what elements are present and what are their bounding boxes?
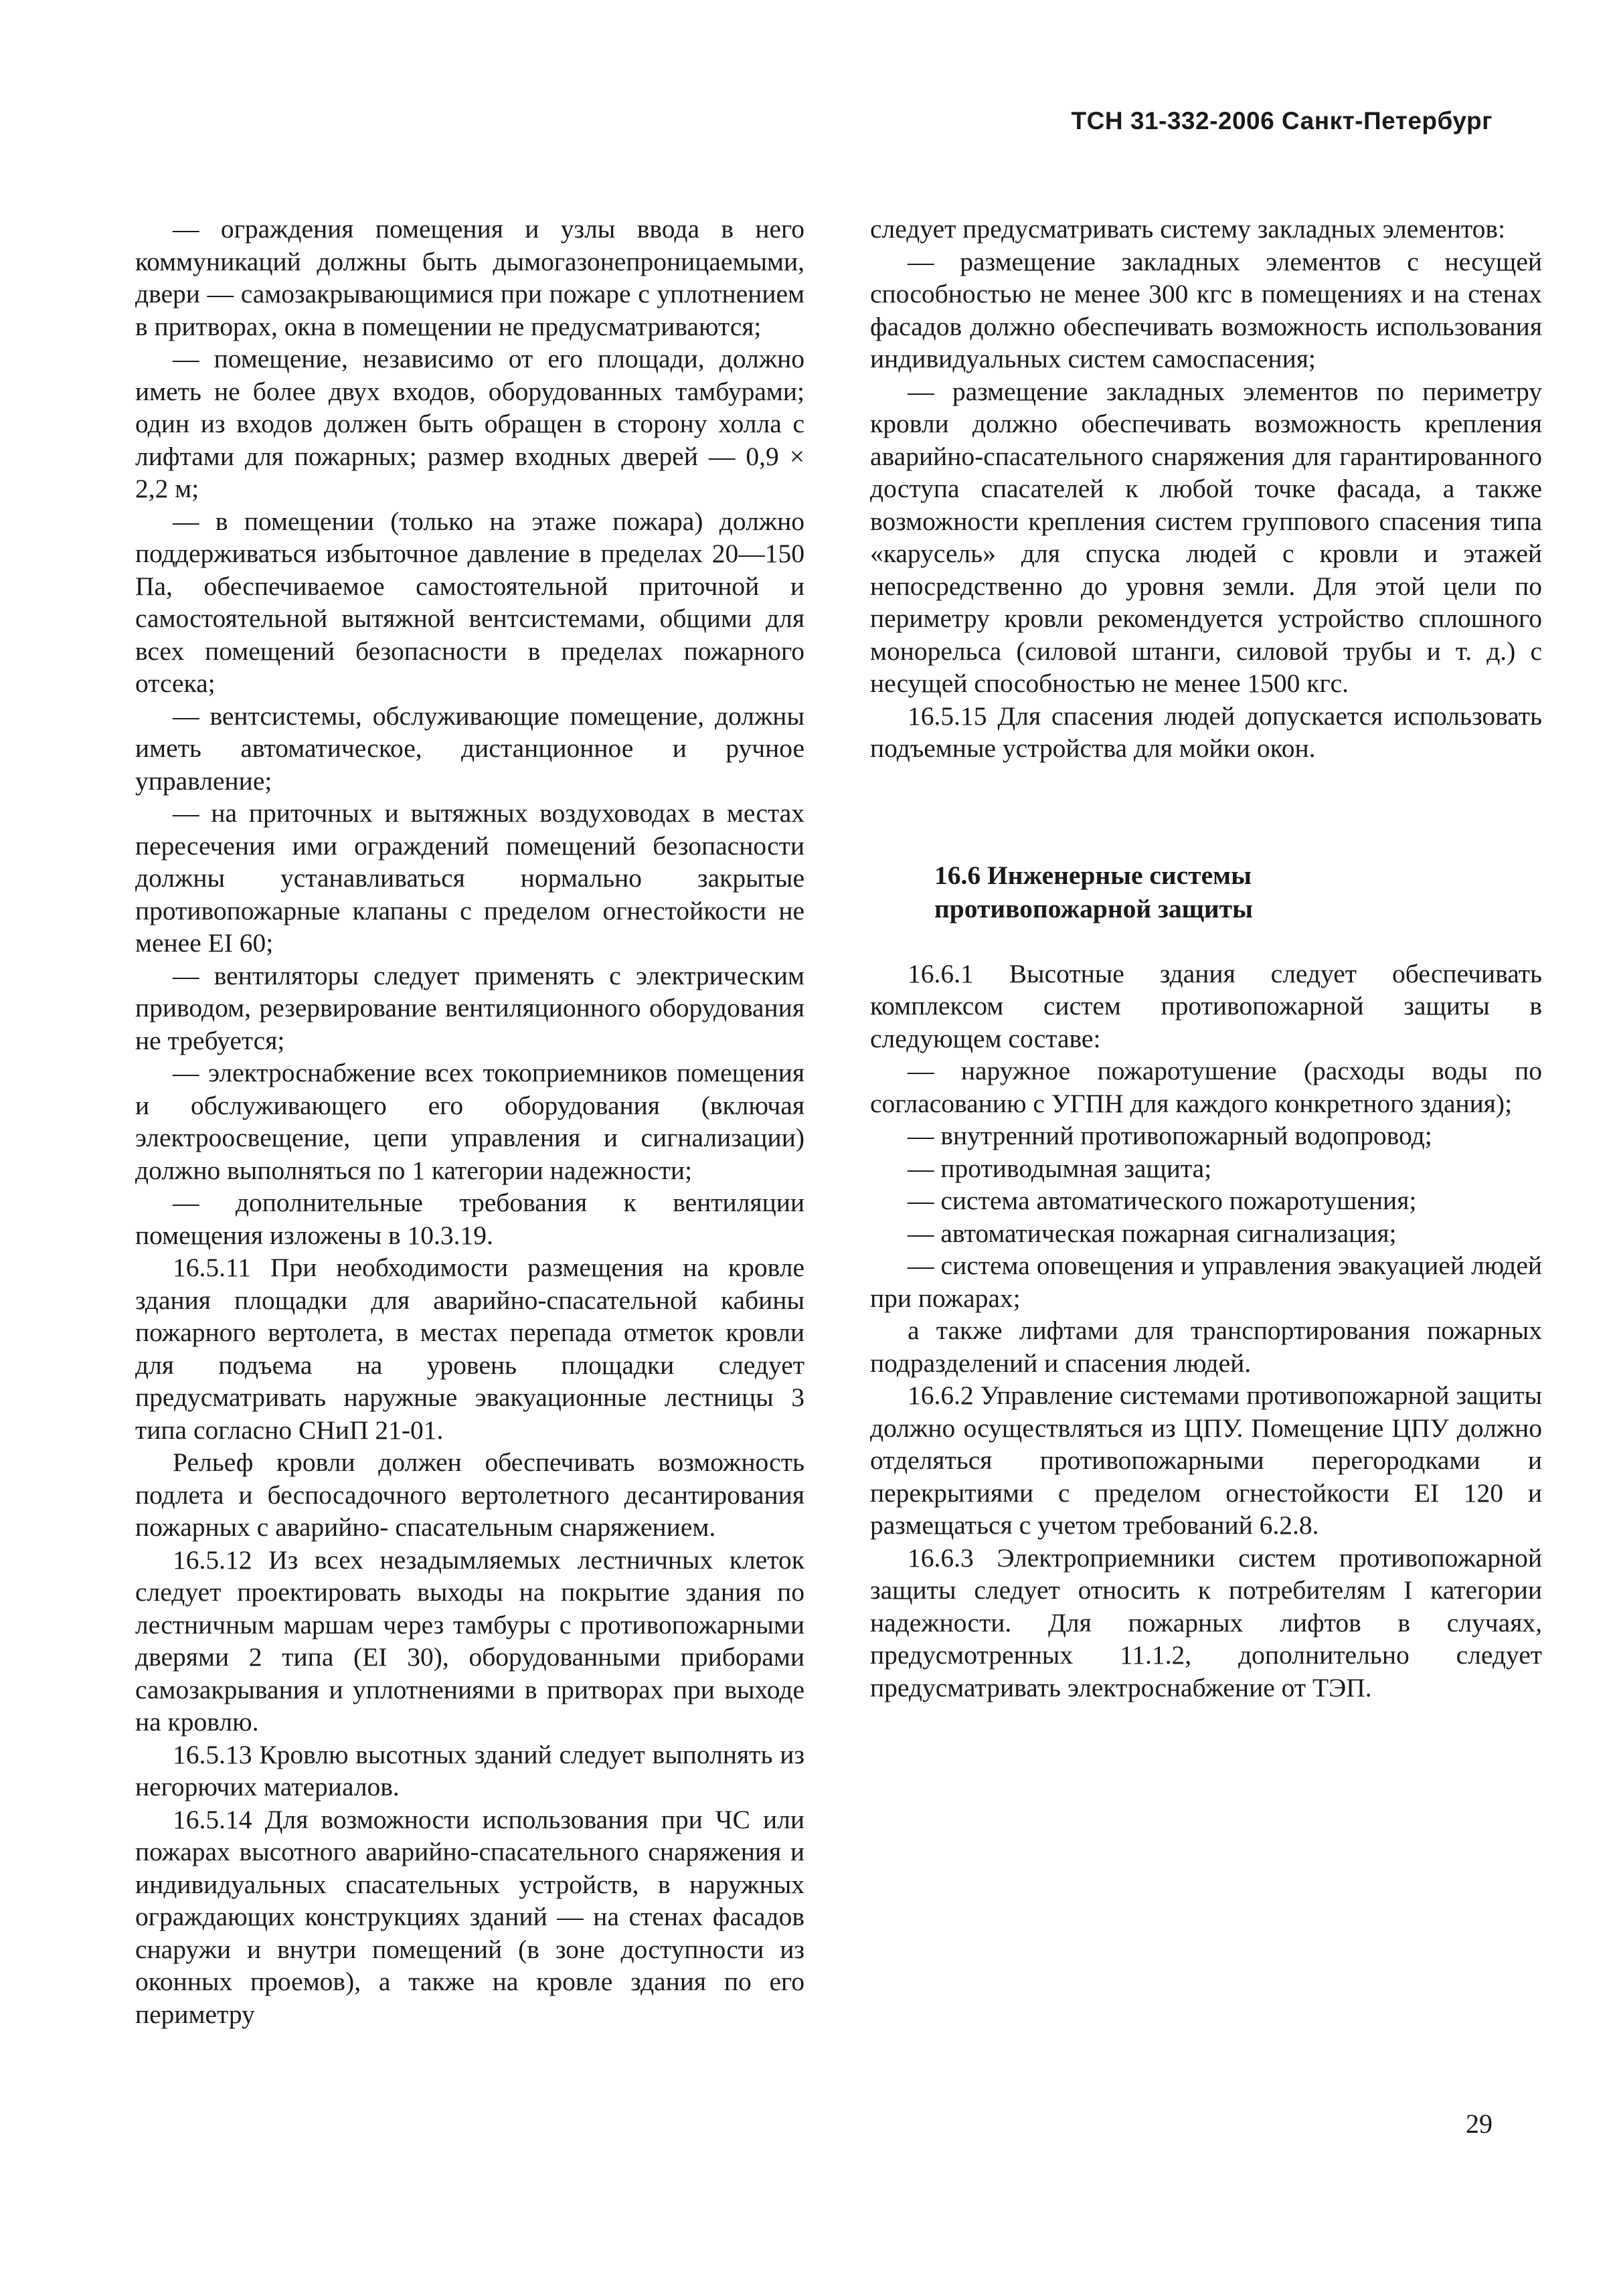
document-header: ТСН 31-332-2006 Санкт-Петербург [1071,107,1493,135]
paragraph: — ограждения помещения и узлы ввода в него коммуникаций должны быть дымогазонепроницаемыми, двери — самозакрывающимися при пожаре с уплотнением в притворах, окна в помещении не предусматриваются; [135,214,804,341]
paragraph-16-5-14: 16.5.14 Для возможности использования при ЧС или пожарах высотного аварийно-спасательного снаряжения и индивидуальных спасательных устройств, в наружных ограждающих конструкциях зданий — на стенах фасадов снаружи и внутри помещений (в зоне доступности из оконных проемов), а также на кровле здания по его периметру [135,1804,804,2029]
right-column [870,213,1542,1704]
section-heading-line: противопожарной защиты [934,893,1253,923]
paragraph: — внутренний противопожарный водопровод; [908,1121,1432,1150]
page-number: 29 [1466,2109,1493,2139]
paragraph: — система автоматического пожаротушения; [908,1186,1417,1215]
paragraph-16-5-13: 16.5.13 Кровлю высотных зданий следует выполнять из негорючих материалов. [135,1739,804,1801]
paragraph: — наружное пожаротушение (расходы воды по согласованию с УГПН для каждого конкретного здания); [870,1056,1542,1118]
continuation-paragraph: следует предусматривать систему закладных элементов: [870,214,1506,244]
paragraph: — размещение закладных элементов по периметру кровли должно обеспечивать возможность крепления аварийно-спасательного снаряжения для гарантированного доступа спасателей к любой точке фасада, а также возможности крепления систем группового спасения типа «карусель» для спуска людей с кровли и этажей непосредственно до уровня земли. Для этой цели по периметру кровли рекомендуется устройство сплошного монорельса (силовой штанги, силовой трубы и т. д.) с несущей способностью не менее 1500 кгс. [870,376,1542,698]
paragraph-16-6-2: 16.6.2 Управление системами противопожарной защиты должно осуществляться из ЦПУ. Помещение ЦПУ должно отделяться противопожарными перегородками и перекрытиями с пределом огнестойкости EI 120 и размещаться с учетом требований 6.2.8. [870,1381,1542,1540]
paragraph: — электроснабжение всех токоприемников помещения и обслуживающего его оборудования (включая электроосвещение, цепи управления и сигнализации) должно выполняться по 1 категории надежности; [135,1058,804,1185]
paragraph: — вентсистемы, обслуживающие помещение, должны иметь автоматическое, дистанционное и ручное управление; [135,701,804,796]
paragraph-16-5-15: 16.5.15 Для спасения людей допускается использовать подъемные устройства для мойки окон. [870,701,1542,763]
paragraph: — вентиляторы следует применять с электрическим приводом, резервирование вентиляционного оборудования не требуется; [135,960,804,1055]
paragraph: — в помещении (только на этаже пожара) должно поддерживаться избыточное давление в пределах 20—150 Па, обеспечиваемое самостоятельной приточной и самостоятельной вытяжной вентсистемами, общими для всех помещений безопасности в пределах пожарного отсека; [135,506,804,698]
paragraph-16-5-12: 16.5.12 Из всех незадымляемых лестничных клеток следует проектировать выходы на покрытие здания по лестничным маршам через тамбуры с противопожарными дверями 2 типа (EI 30), оборудованными приборами самозакрывания и уплотнениями в притворах при выходе на кровлю. [135,1544,804,1737]
paragraph: — размещение закладных элементов с несущей способностью не менее 300 кгс в помещениях и на стенах фасадов должно обеспечивать возможность использования индивидуальных систем самоспасения; [870,246,1542,373]
paragraph: — автоматическая пожарная сигнализация; [908,1218,1397,1248]
paragraph: Рельеф кровли должен обеспечивать возможность подлета и беспосадочного вертолетного десантирования пожарных с аварийно- спасательным снаряжением. [135,1447,804,1542]
paragraph: а также лифтами для транспортирования пожарных подразделений и спасения людей. [870,1316,1542,1378]
paragraph: — помещение, независимо от его площади, должно иметь не более двух входов, оборудованных тамбурами; один из входов должен быть обращен в сторону холла с лифтами для пожарных; размер входных дверей — 0,9 × 2,2 м; [135,344,804,503]
paragraph: — система оповещения и управления эвакуацией людей при пожарах; [870,1251,1542,1313]
paragraph-16-6-1: 16.6.1 Высотные здания следует обеспечивать комплексом систем противопожарной защиты в следующем составе: [870,958,1542,1053]
section-heading-16-6 [934,859,1542,925]
paragraph: — дополнительные требования к вентиляции помещения изложены в 10.3.19. [135,1188,804,1250]
paragraph-16-6-3: 16.6.3 Электроприемники систем противопожарной защиты следует относить к потребителям I категории надежности. Для пожарных лифтов в случаях, предусмотренных 11.1.2, дополнительно следует предусматривать электроснабжение от ТЭП. [870,1542,1542,1702]
left-column [135,213,804,2030]
paragraph: — на приточных и вытяжных воздуховодах в местах пересечения ими ограждений помещений безопасности должны устанавливаться нормально закрытые противопожарные клапаны с пределом огнестойкости не менее EI 60; [135,798,804,958]
paragraph: — противодымная защита; [908,1153,1212,1183]
section-heading-line: 16.6 Инженерные системы [934,860,1252,890]
paragraph-16-5-11: 16.5.11 При необходимости размещения на кровле здания площадки для аварийно-спасательной кабины пожарного вертолета, в местах перепада отметок кровли для подъема на уровень площадки следует предусматривать наружные эвакуационные лестницы 3 типа согласно СНиП 21-01. [135,1253,804,1445]
